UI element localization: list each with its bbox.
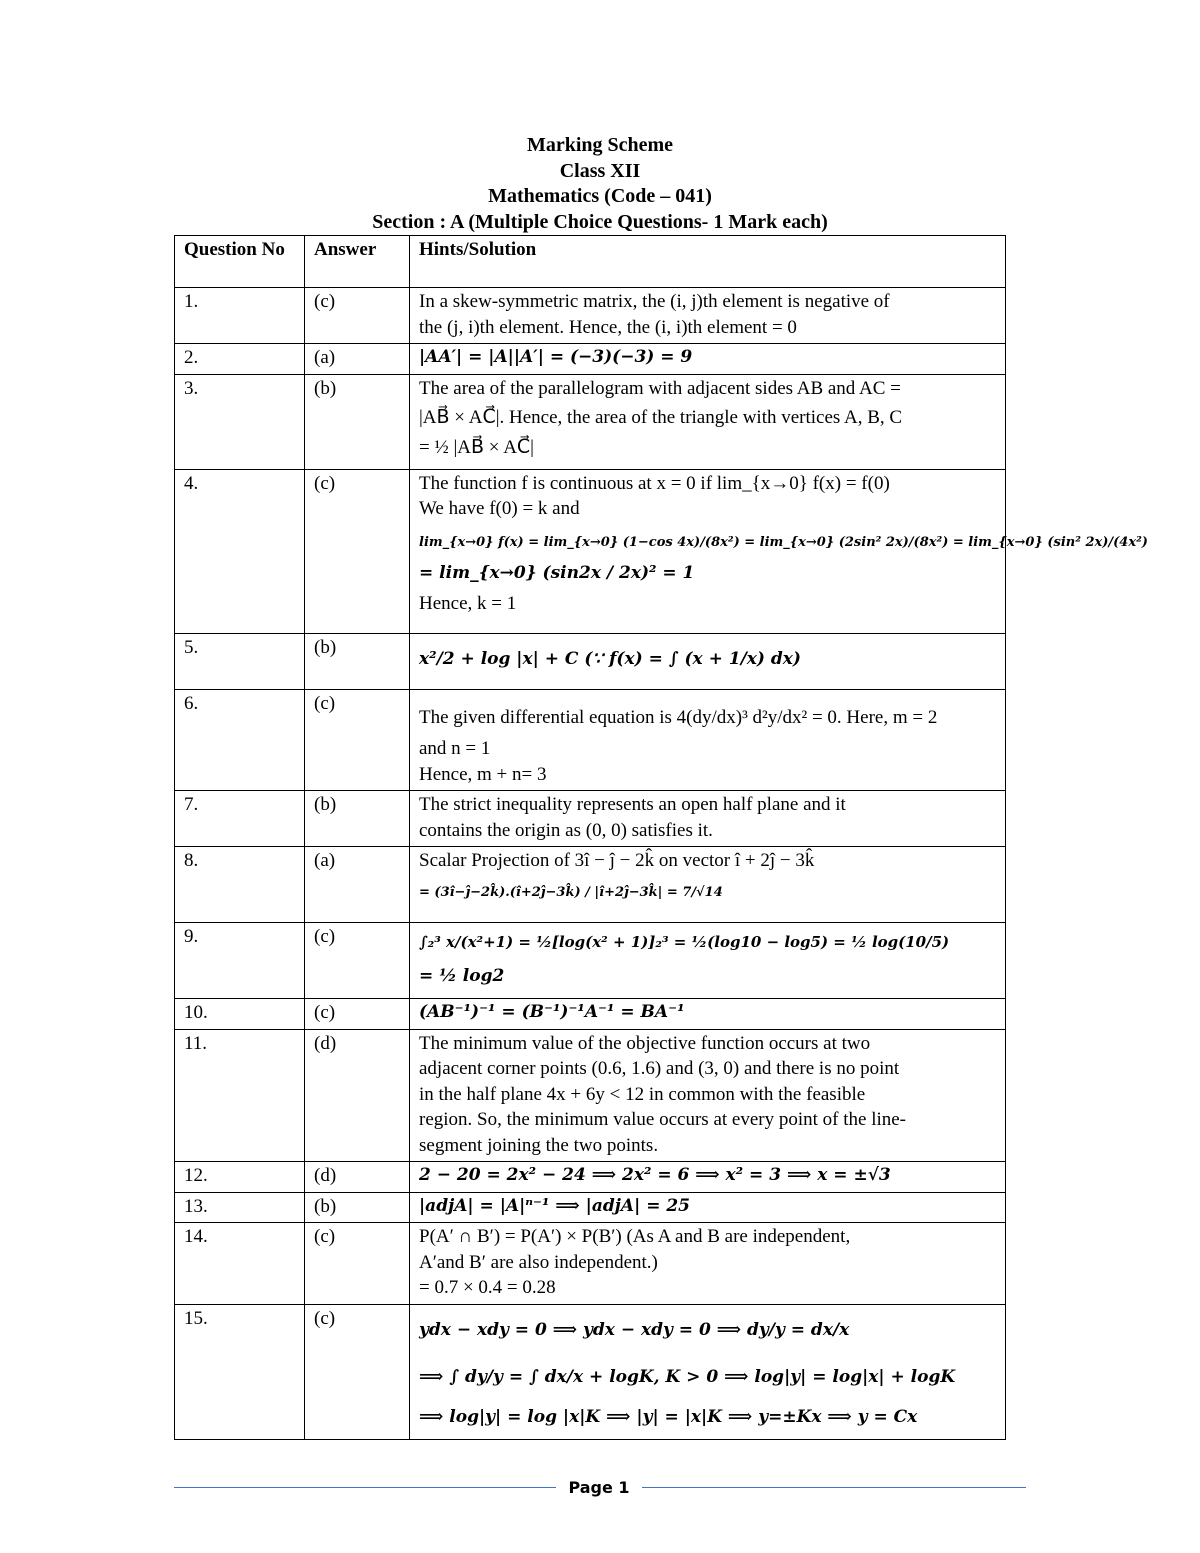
hint-formula: ⟹ ∫ dy/y = ∫ dx/x + logK, K > 0 ⟹ log|y| = log|x| + logK — [419, 1367, 956, 1387]
hint-line: in the half plane 4x + 6y < 12 in common with the feasible — [419, 1083, 866, 1105]
hint-solution — [410, 923, 1006, 999]
answer-option: (d) — [305, 1162, 410, 1193]
hint-formula: ydx − xdy = 0 ⟹ ydx − xdy = 0 ⟹ dy/y = dx/x — [419, 1319, 850, 1340]
question-no: 10. — [175, 999, 305, 1030]
answer-option: (d) — [305, 1029, 410, 1162]
hint-line: In a skew-symmetric matrix, the (i, j)th element is negative of — [419, 291, 890, 312]
hint-solution — [410, 999, 1006, 1030]
marking-table — [174, 235, 1148, 1440]
hint-line: P(A′ ∩ B′) = P(A′) × P(B′) (As A and B are independent, — [419, 1226, 851, 1247]
hint-formula: |adjA| = |A|ⁿ⁻¹ ⟹ |adjA| = 25 — [419, 1195, 691, 1216]
question-no: 9. — [175, 923, 305, 999]
question-no: 13. — [175, 1192, 305, 1223]
table-row — [175, 1192, 1006, 1223]
hint-solution — [410, 288, 1006, 344]
table-header-row — [175, 236, 1006, 288]
answer-option: (a) — [305, 344, 410, 375]
answer-option: (c) — [305, 288, 410, 344]
hint-solution — [410, 847, 1006, 923]
hint-solution — [410, 1192, 1006, 1223]
hint-formula: ⟹ log|y| = log |x|K ⟹ |y| = |x|K ⟹ y=±Kx ⟹ y = Cx — [419, 1406, 918, 1427]
hint-formula: = (3î−ĵ−2k̂).(î+2ĵ−3k̂) / |î+2ĵ−3k̂| = 7/√14 — [419, 884, 723, 900]
hint-line: The given differential equation is 4(dy/dx)³ d²y/dx² = 0. Here, m = 2 — [419, 706, 938, 728]
header-question-no: Question No — [175, 236, 305, 288]
footer-rule-right — [642, 1487, 1026, 1488]
question-no: 15. — [175, 1304, 305, 1439]
hint-formula: |AA′| = |A||A′| = (−3)(−3) = 9 — [419, 347, 693, 367]
hint-solution — [410, 1223, 1006, 1305]
question-no: 4. — [175, 469, 305, 633]
hint-formula: ∫₂³ x/(x²+1) = ½[log(x² + 1)]₂³ = ½(log10 − log5) = ½ log(10/5) — [419, 933, 950, 951]
hint-formula: lim_{x→0} f(x) = lim_{x→0} (1−cos 4x)/(8x²) = lim_{x→0} (2sin² 2x)/(8x²) = lim_{x→0} (sin² 2x)/(4x²) — [419, 534, 1148, 550]
table-row — [175, 847, 1006, 923]
hint-line: The area of the parallelogram with adjacent sides AB and AC = — [419, 377, 901, 399]
hint-formula: = ½ log2 — [419, 965, 505, 986]
answer-option: (c) — [305, 923, 410, 999]
hint-line: and n = 1 — [419, 738, 491, 759]
hint-line: The minimum value of the objective function occurs at two — [419, 1032, 871, 1054]
hint-line: A′and B′ are also independent.) — [419, 1251, 658, 1273]
table-row — [175, 923, 1006, 999]
section-line: Section : A (Multiple Choice Questions- 1 Mark each) — [372, 210, 828, 233]
hint-line: adjacent corner points (0.6, 1.6) and (3, 0) and there is no point — [419, 1058, 900, 1079]
hint-line: Hence, m + n= 3 — [419, 763, 547, 785]
answer-option: (c) — [305, 469, 410, 633]
question-no: 14. — [175, 1223, 305, 1305]
question-no: 7. — [175, 791, 305, 847]
table-row — [175, 344, 1006, 375]
hint-formula: x²/2 + log |x| + C (∵ f(x) = ∫ (x + 1/x) dx) — [419, 648, 801, 669]
doc-title: Marking Scheme — [526, 134, 674, 156]
hint-formula: 2 − 20 = 2x² − 24 ⟹ 2x² = 6 ⟹ x² = 3 ⟹ x = ±√3 — [419, 1165, 891, 1185]
question-no: 8. — [175, 847, 305, 923]
table-row — [175, 999, 1006, 1030]
question-no: 2. — [175, 344, 305, 375]
document-header — [0, 133, 1200, 235]
answer-option: (b) — [305, 374, 410, 469]
hint-line: = 0.7 × 0.4 = 0.28 — [419, 1277, 556, 1298]
question-no: 6. — [175, 689, 305, 791]
hint-line: the (j, i)th element. Hence, the (i, i)th element = 0 — [419, 316, 797, 338]
answer-option: (b) — [305, 633, 410, 689]
answer-option: (a) — [305, 847, 410, 923]
answer-option: (b) — [305, 791, 410, 847]
hint-formula: = lim_{x→0} (sin2x / 2x)² = 1 — [419, 563, 695, 583]
table-row — [175, 689, 1006, 791]
table-row — [175, 469, 1006, 633]
table-row — [175, 1162, 1006, 1193]
footer-rule-left — [174, 1487, 556, 1488]
hint-line: Hence, k = 1 — [419, 592, 517, 614]
hint-solution — [410, 469, 1148, 633]
hint-line: Scalar Projection of 3î − ĵ − 2k̂ on vector î + 2ĵ − 3k̂ — [419, 850, 815, 871]
answer-option: (c) — [305, 999, 410, 1030]
hint-line: segment joining the two points. — [419, 1134, 659, 1156]
table-row — [175, 633, 1006, 689]
header-answer: Answer — [305, 236, 410, 288]
table-row — [175, 791, 1006, 847]
answer-option: (c) — [305, 689, 410, 791]
hint-solution — [410, 1162, 1006, 1193]
hint-solution — [410, 1304, 1006, 1439]
page-footer — [174, 1478, 1026, 1498]
answer-option: (b) — [305, 1192, 410, 1223]
hint-formula: (AB⁻¹)⁻¹ = (B⁻¹)⁻¹A⁻¹ = BA⁻¹ — [419, 1002, 685, 1022]
hint-solution — [410, 374, 1006, 469]
answer-option: (c) — [305, 1304, 410, 1439]
hint-line: The function f is continuous at x = 0 if lim_{x→0} f(x) = f(0) — [419, 472, 890, 494]
question-no: 1. — [175, 288, 305, 344]
hint-line: The strict inequality represents an open half plane and it — [419, 794, 846, 815]
question-no: 12. — [175, 1162, 305, 1193]
hint-line: contains the origin as (0, 0) satisfies it. — [419, 819, 713, 841]
subject-line: Mathematics (Code – 041) — [488, 185, 712, 207]
question-no: 5. — [175, 633, 305, 689]
table-row — [175, 1223, 1006, 1305]
hint-line: region. So, the minimum value occurs at every point of the line- — [419, 1109, 907, 1130]
class-line: Class XII — [559, 159, 641, 182]
hint-solution — [410, 633, 1006, 689]
hint-solution — [410, 689, 1006, 791]
table-row — [175, 374, 1006, 469]
hint-line: = ½ |AB⃗ × AC⃗| — [419, 436, 534, 458]
question-no: 11. — [175, 1029, 305, 1162]
question-no: 3. — [175, 374, 305, 469]
hint-line: |AB⃗ × AC⃗|. Hence, the area of the triangle with vertices A, B, C — [419, 407, 903, 428]
table-row — [175, 288, 1006, 344]
hint-solution — [410, 344, 1006, 375]
header-hints: Hints/Solution — [410, 236, 1006, 288]
answer-option: (c) — [305, 1223, 410, 1305]
page-number: Page 1 — [568, 1478, 630, 1497]
hint-solution — [410, 791, 1006, 847]
hint-line: We have f(0) = k and — [419, 498, 580, 519]
hint-solution — [410, 1029, 1006, 1162]
table-row — [175, 1029, 1006, 1162]
table-row — [175, 1304, 1006, 1439]
